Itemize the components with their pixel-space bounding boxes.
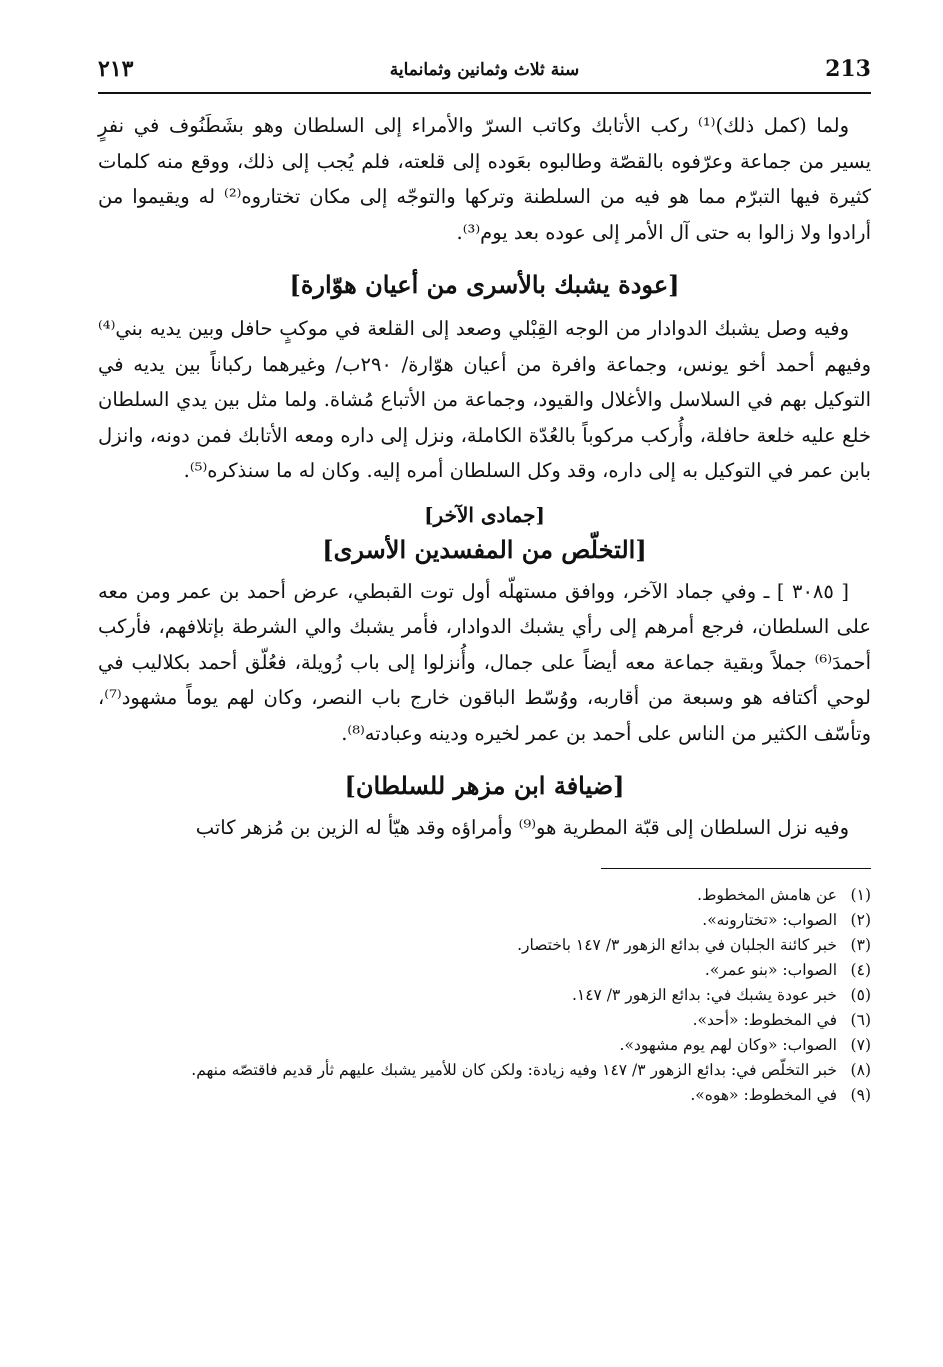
- page-header: [98, 52, 871, 94]
- footnote: (٢)الصواب: «تختارونه».: [702, 910, 871, 929]
- section-heading-prisoners: [التخلّص من المفسدين الأسرى]: [322, 534, 647, 564]
- month-heading: [جمادى الآخر]: [424, 502, 545, 527]
- footnote: (٤)الصواب: «بنو عمر».: [704, 960, 871, 979]
- footnote: (٧)الصواب: «وكان لهم يوم مشهود».: [619, 1035, 871, 1054]
- footnote: (٦)في المخطوط: «أحد».: [692, 1010, 871, 1029]
- paragraph-3: [ ٣٠٨٥ ] ـ وفي جماد الآخر، ووافق مستهلّه أول توت القبطي، عرض أحمد بن عمر ومن معه على السلطان، فرجع أمرهم إلى رأي يشبك الدوادار، فأمر يشبك والي الشرطة بإتلافهم، فأركب أحمدَ⁽⁶⁾ جملاً وبقية جماعة معه أيضاً على جمال، وأُنزلوا إلى باب زُويلة، فعُلّق أحمد بكلاليب في لوحي أكتافه هو وسبعة من أقاربه، ووُسّط الباقون خارج باب النصر، وكان لهم يوماً مشهود⁽⁷⁾، وتأسّف الكثير من الناس على أحمد بن عمر لخيره ودينه وعبادته⁽⁸⁾.: [98, 579, 871, 745]
- section-heading-yashbak-return: [عودة يشبك بالأسرى من أعيان هوّارة]: [289, 270, 680, 299]
- footnotes: [98, 883, 871, 1108]
- section-heading-feast: [ضيافة ابن مزهر للسلطان]: [344, 771, 625, 800]
- paragraph-1: ولما (كمل ذلك)⁽¹⁾ ركب الأتابك وكاتب السرّ والأمراء إلى السلطان وهو بشَطَنُوف في نفرٍ يسير من جماعة وعرّفوه بالقصّة وطالبوه بعَوده إلى قلعته، فلم يُجب إلى ذلك، ووقع منه كلمات كثيرة فيها التبرّم مما هو فيه من السلطنة وتركها والتوجّه إلى مكان تختاروه⁽²⁾ له ويقيموا من أرادوا ولا زالوا به حتى آل الأمر إلى عوده بعد يوم⁽³⁾.: [98, 114, 871, 244]
- paragraph-4: وفيه نزل السلطان إلى قبّة المطرية هو⁽⁹⁾ وأمراؤه وقد هيّأ له الزين بن مُزهر كاتب: [195, 816, 849, 839]
- paragraph-2: وفيه وصل يشبك الدوادار من الوجه القِبْلي وصعد إلى القلعة في موكبٍ حافل وبين يديه بني⁽⁴⁾ وفيهم أحمد أخو يونس، وجماعة وافرة من أعيان هوّارة/ ٢٩٠ب/ وغيرهما ركباناً بين يديه في التوكيل بهم في السلاسل والأغلال والقيود، وجماعة من الأتباع مُشاة. ولما مثل بين يدي السلطان خلع عليه خلعة حافلة، وأُركب مركوباً بالعُدّة الكاملة، ونزل إلى داره ومعه الأتابك فمن دونه، وانزل بابن عمر في التوكيل به إلى داره، وقد وكل السلطان أمره إليه. وكان له ما سنذكره⁽⁵⁾.: [98, 317, 871, 482]
- running-title: سنة ثلاث وثمانين وثمانماية: [389, 60, 580, 80]
- footnote: (٣)خبر كائنة الجلبان في بدائع الزهور ٣/ ١٤٧ باختصار.: [517, 935, 871, 954]
- page-number-arabic: ٢١٣: [98, 56, 134, 82]
- footnote: (١)عن هامش المخطوط.: [697, 885, 871, 904]
- page-number-latin: 213: [825, 56, 871, 82]
- footnote-divider: [601, 868, 871, 869]
- footnote: (٨)خبر التخلّص في: بدائع الزهور ٣/ ١٤٧ وفيه زيادة: ولكن كان للأمير يشبك عليهم ثأر قديم فاقتصّه منهم.: [191, 1060, 871, 1079]
- footnote: (٥)خبر عودة يشبك في: بدائع الزهور ٣/ ١٤٧.: [571, 985, 871, 1004]
- book-page: [98, 52, 871, 1108]
- footnote: (٩)في المخطوط: «هوه».: [690, 1085, 871, 1104]
